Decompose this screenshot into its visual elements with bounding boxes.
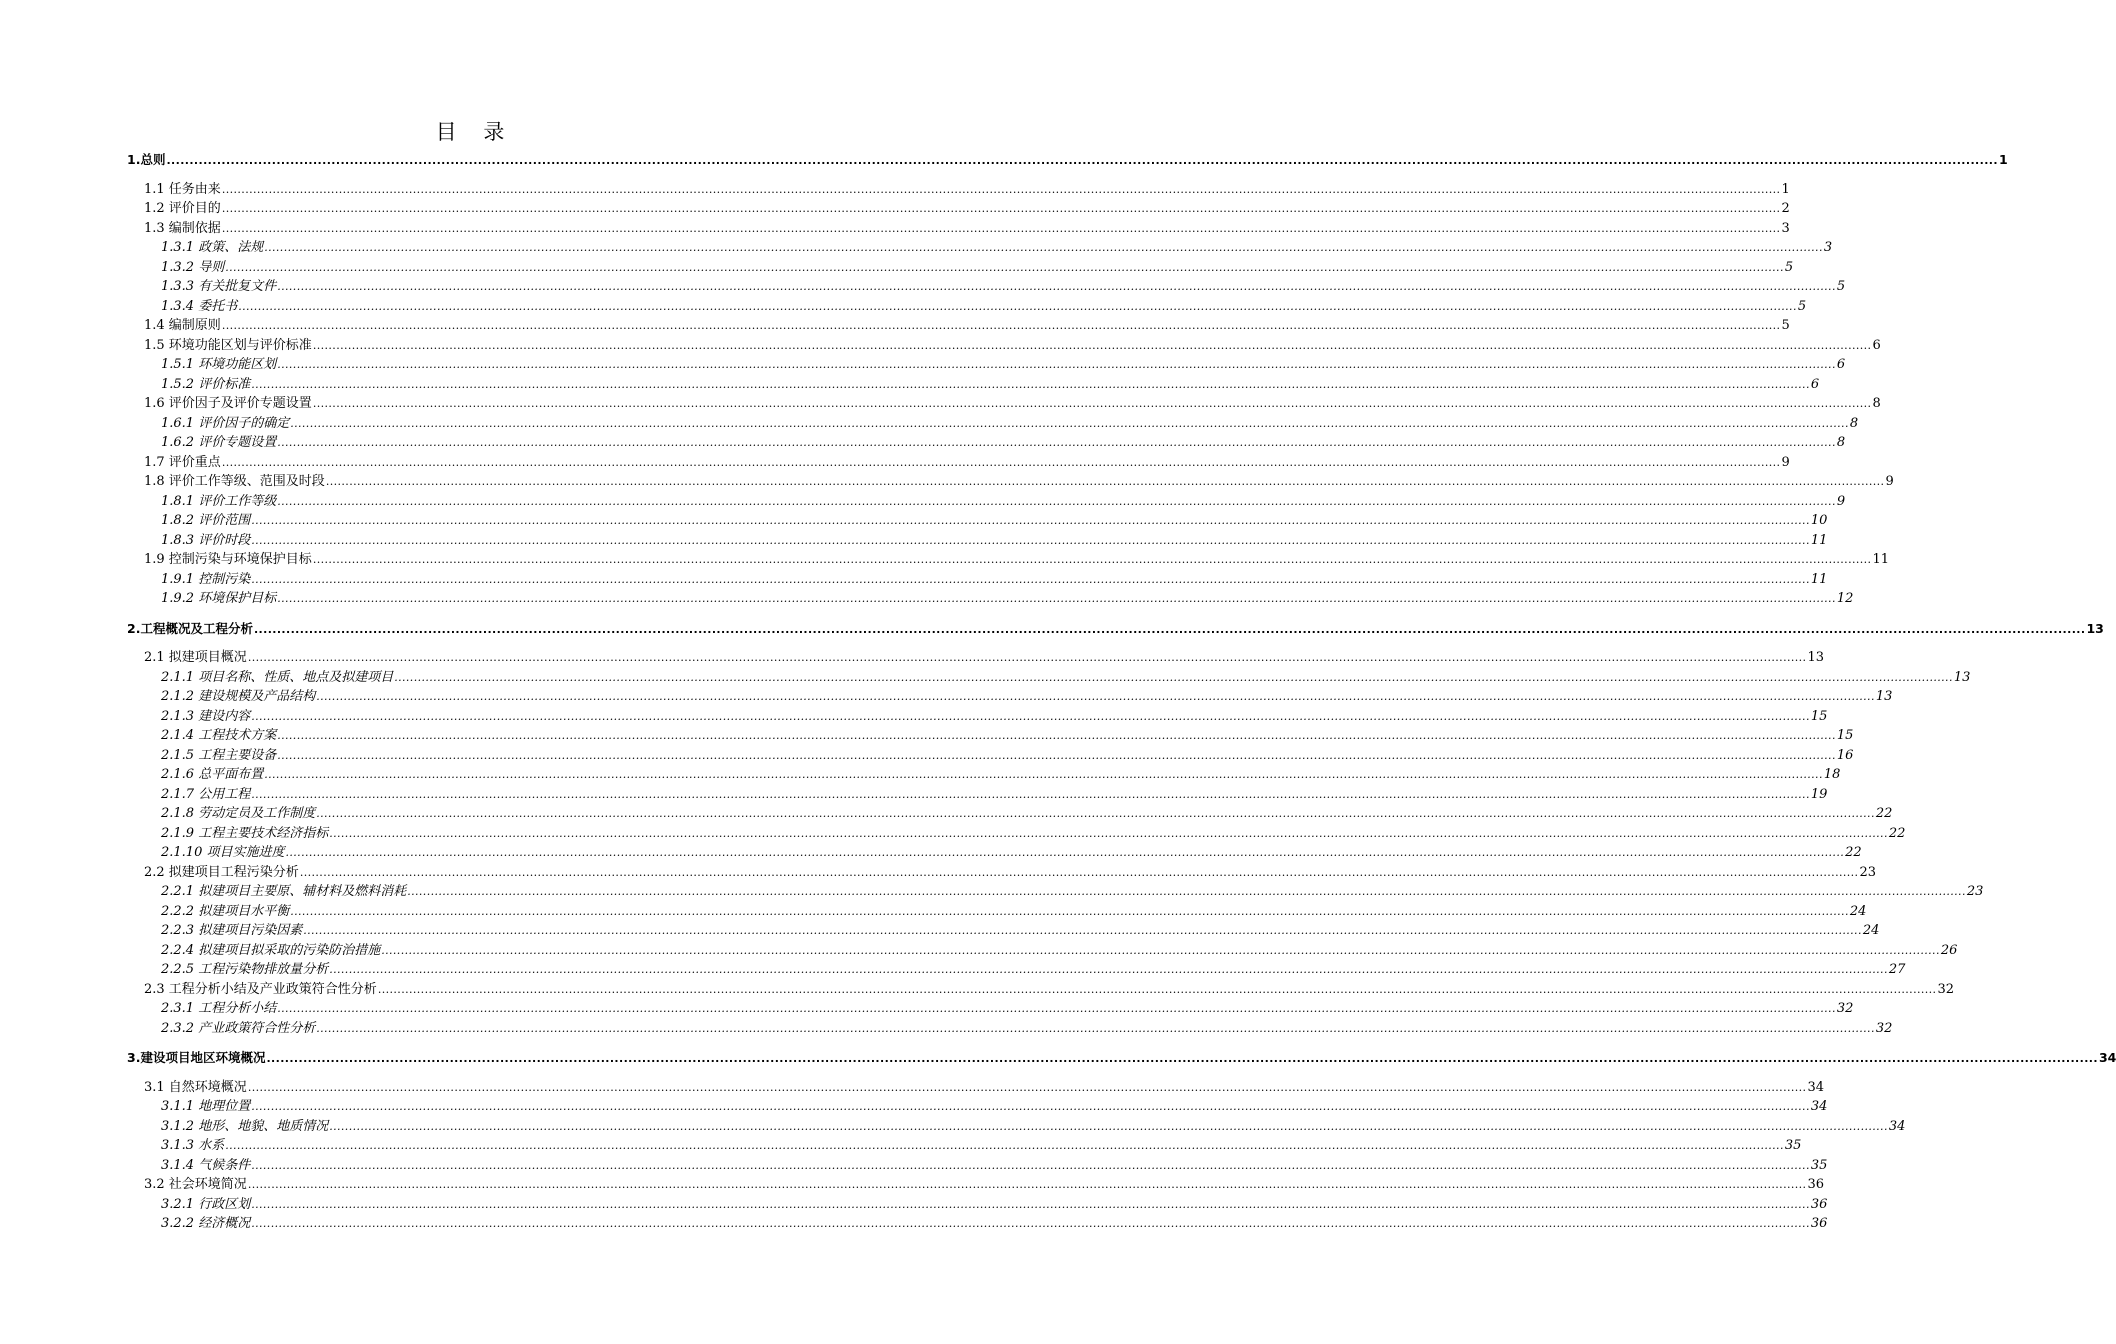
toc-entry-label: 1.总则 xyxy=(127,152,166,167)
toc-page-number: 34 xyxy=(2098,1050,2116,1065)
toc-subsection-entry[interactable] xyxy=(161,999,1854,1019)
toc-entry-label: 1.6.2 评价专题设置 xyxy=(161,435,277,450)
toc-leader-dots: ................................................................................................................................................................................................................................................................................................................................................................................................................ xyxy=(251,1158,1810,1172)
toc-page-number: 6 xyxy=(1810,376,1820,392)
toc-entry-label: 2.2.2 拟建项目水平衡 xyxy=(161,903,290,919)
toc-section-entry[interactable] xyxy=(144,453,1790,473)
toc-page-number: 1 xyxy=(1781,181,1790,197)
toc-leader-dots: ................................................................................................................................................................................................................................................................................................................................................................................................................ xyxy=(312,338,1872,352)
toc-page-number: 10 xyxy=(1810,513,1828,528)
toc-leader-dots: ................................................................................................................................................................................................................................................................................................................................................................................................................ xyxy=(329,1119,1888,1133)
toc-page-number: 5 xyxy=(1797,298,1807,314)
toc-subsection-entry[interactable] xyxy=(161,902,1867,922)
toc-subsection-entry[interactable] xyxy=(161,1117,1906,1137)
toc-entry-label: 2.1.3 建设内容 xyxy=(161,708,251,724)
toc-leader-dots: ................................................................................................................................................................................................................................................................................................................................................................................................................ xyxy=(253,622,2086,636)
toc-entry-label: 1.6.1 评价因子的确定 xyxy=(161,415,290,431)
toc-leader-dots: ................................................................................................................................................................................................................................................................................................................................................................................................................ xyxy=(225,1139,1784,1152)
toc-entry-label: 2.2.3 拟建项目污染因素 xyxy=(161,923,303,938)
toc-page-number: 34 xyxy=(1807,1079,1824,1095)
toc-leader-dots: ................................................................................................................................................................................................................................................................................................................................................................................................................ xyxy=(251,514,1810,527)
toc-page-number: 8 xyxy=(1849,415,1859,431)
toc-subsection-entry[interactable] xyxy=(161,1097,1828,1117)
toc-leader-dots: ................................................................................................................................................................................................................................................................................................................................................................................................................ xyxy=(247,1080,1807,1094)
toc-entry-label: 1.3.2 导则 xyxy=(161,259,225,275)
toc-page-number: 15 xyxy=(1810,708,1828,724)
toc-subsection-entry[interactable] xyxy=(161,492,1846,512)
toc-leader-dots: ................................................................................................................................................................................................................................................................................................................................................................................................................ xyxy=(247,651,1807,664)
toc-leader-dots: ................................................................................................................................................................................................................................................................................................................................................................................................................ xyxy=(312,397,1872,410)
toc-section-entry[interactable] xyxy=(144,863,1876,883)
toc-entry-label: 1.5 环境功能区划与评价标准 xyxy=(144,337,312,353)
toc-entry-label: 1.3.1 政策、法规 xyxy=(161,240,264,255)
toc-section-entry[interactable] xyxy=(144,472,1894,492)
toc-page-number: 9 xyxy=(1781,454,1790,470)
toc-leader-dots: ................................................................................................................................................................................................................................................................................................................................................................................................................ xyxy=(277,592,1836,605)
toc-leader-dots: ................................................................................................................................................................................................................................................................................................................................................................................................................ xyxy=(251,377,1810,391)
toc-page-number: 22 xyxy=(1888,825,1906,841)
toc-page-number: 34 xyxy=(1810,1099,1828,1114)
toc-leader-dots: ................................................................................................................................................................................................................................................................................................................................................................................................................ xyxy=(225,260,1784,274)
toc-page-number: 34 xyxy=(1888,1118,1906,1134)
toc-subsection-entry[interactable] xyxy=(161,297,1807,317)
toc-entry-label: 2.2.5 工程污染物排放量分析 xyxy=(161,962,329,977)
toc-section-entry[interactable] xyxy=(144,1175,1824,1195)
toc-entry-label: 1.5.2 评价标准 xyxy=(161,376,251,392)
toc-entry-label: 1.1 任务由来 xyxy=(144,181,221,197)
toc-leader-dots: ................................................................................................................................................................................................................................................................................................................................................................................................................ xyxy=(303,924,1862,937)
toc-leader-dots: ................................................................................................................................................................................................................................................................................................................................................................................................................ xyxy=(277,494,1836,508)
toc-subsection-entry[interactable] xyxy=(161,277,1846,297)
toc-page-number: 32 xyxy=(1875,1020,1893,1036)
toc-subsection-entry[interactable] xyxy=(161,433,1846,453)
toc-leader-dots: ................................................................................................................................................................................................................................................................................................................................................................................................................ xyxy=(251,1197,1810,1211)
toc-page-number: 32 xyxy=(1836,1001,1854,1016)
toc-subsection-entry[interactable] xyxy=(161,1019,1893,1039)
toc-entry-label: 3.建设项目地区环境概况 xyxy=(127,1050,266,1065)
toc-leader-dots: ................................................................................................................................................................................................................................................................................................................................................................................................................ xyxy=(238,299,1797,313)
toc-leader-dots: ................................................................................................................................................................................................................................................................................................................................................................................................................ xyxy=(394,670,1953,684)
toc-section-entry[interactable] xyxy=(144,394,1881,414)
toc-page-number: 9 xyxy=(1885,474,1894,489)
toc-entry-label: 1.7 评价重点 xyxy=(144,454,221,470)
toc-entry-label: 3.1.2 地形、地貌、地质情况 xyxy=(161,1118,329,1134)
toc-section-entry[interactable] xyxy=(144,180,1790,200)
toc-subsection-entry[interactable] xyxy=(161,746,1854,766)
toc-entry-label: 2.2.4 拟建项目拟采取的污染防治措施 xyxy=(161,942,381,958)
toc-leader-dots: ................................................................................................................................................................................................................................................................................................................................................................................................................ xyxy=(277,436,1836,449)
toc-entry-label: 1.3.3 有关批复文件 xyxy=(161,279,277,294)
toc-leader-dots: ................................................................................................................................................................................................................................................................................................................................................................................................................ xyxy=(290,904,1849,918)
toc-page-number: 13 xyxy=(1807,650,1824,665)
toc-page-number: 36 xyxy=(1810,1196,1828,1212)
toc-leader-dots: ................................................................................................................................................................................................................................................................................................................................................................................................................ xyxy=(325,475,1885,488)
toc-leader-dots: ................................................................................................................................................................................................................................................................................................................................................................................................................ xyxy=(381,943,1940,957)
toc-entry-label: 2.2 拟建项目工程污染分析 xyxy=(144,864,299,880)
toc-subsection-entry[interactable] xyxy=(161,531,1828,551)
toc-subsection-entry[interactable] xyxy=(161,687,1893,707)
toc-entry-label: 1.5.1 环境功能区划 xyxy=(161,357,277,372)
toc-page-number: 18 xyxy=(1823,767,1841,782)
toc-subsection-entry[interactable] xyxy=(161,921,1880,941)
toc-section-entry[interactable] xyxy=(144,1078,1824,1098)
toc-leader-dots: ................................................................................................................................................................................................................................................................................................................................................................................................................ xyxy=(221,221,1781,235)
toc-entry-label: 3.1 自然环境概况 xyxy=(144,1079,247,1095)
toc-leader-dots: ................................................................................................................................................................................................................................................................................................................................................................................................................ xyxy=(277,748,1836,762)
toc-entry-label: 1.3 编制依据 xyxy=(144,220,221,236)
toc-page-number: 3 xyxy=(1781,220,1790,236)
toc-entry-label: 2.1.5 工程主要设备 xyxy=(161,747,277,763)
toc-entry-label: 3.2 社会环境简况 xyxy=(144,1177,247,1192)
toc-leader-dots: ................................................................................................................................................................................................................................................................................................................................................................................................................ xyxy=(251,1217,1810,1230)
toc-page-number: 24 xyxy=(1849,903,1867,919)
toc-page-number: 36 xyxy=(1810,1216,1828,1231)
toc-section-entry[interactable] xyxy=(144,219,1790,239)
toc-leader-dots: ................................................................................................................................................................................................................................................................................................................................................................................................................ xyxy=(377,982,1937,996)
toc-page-number: 2 xyxy=(1781,201,1790,216)
toc-entry-label: 3.2.1 行政区划 xyxy=(161,1196,251,1212)
toc-page-number: 22 xyxy=(1875,806,1893,821)
toc-section-entry[interactable] xyxy=(144,980,1954,1000)
toc-subsection-entry[interactable] xyxy=(161,570,1828,590)
toc-leader-dots: ................................................................................................................................................................................................................................................................................................................................................................................................................ xyxy=(285,846,1845,859)
toc-leader-dots: ................................................................................................................................................................................................................................................................................................................................................................................................................ xyxy=(299,865,1859,879)
toc-entry-label: 3.1.1 地理位置 xyxy=(161,1099,251,1114)
toc-leader-dots: ................................................................................................................................................................................................................................................................................................................................................................................................................ xyxy=(264,768,1823,781)
toc-section-entry[interactable] xyxy=(144,648,1824,668)
toc-leader-dots: ................................................................................................................................................................................................................................................................................................................................................................................................................ xyxy=(277,280,1836,293)
toc-page-number: 23 xyxy=(1966,884,1984,899)
toc-leader-dots: ................................................................................................................................................................................................................................................................................................................................................................................................................ xyxy=(277,358,1836,371)
toc-page-number: 11 xyxy=(1810,571,1828,587)
toc-entry-label: 2.1.8 劳动定员及工作制度 xyxy=(161,806,316,821)
toc-page-number: 26 xyxy=(1940,942,1958,958)
toc-leader-dots: ................................................................................................................................................................................................................................................................................................................................................................................................................ xyxy=(247,1178,1807,1191)
toc-page-number: 12 xyxy=(1836,591,1854,606)
toc-leader-dots: ................................................................................................................................................................................................................................................................................................................................................................................................................ xyxy=(329,963,1888,976)
toc-page-number: 8 xyxy=(1836,435,1846,450)
toc-page-number: 8 xyxy=(1872,396,1881,411)
toc-leader-dots: ................................................................................................................................................................................................................................................................................................................................................................................................................ xyxy=(221,455,1781,469)
toc-entry-label: 1.8.2 评价范围 xyxy=(161,513,251,528)
toc-subsection-entry[interactable] xyxy=(161,941,1958,961)
toc-subsection-entry[interactable] xyxy=(161,375,1820,395)
toc-subsection-entry[interactable] xyxy=(161,960,1906,980)
toc-subsection-entry[interactable] xyxy=(161,258,1794,278)
toc-entry-label: 1.9 控制污染与环境保护目标 xyxy=(144,552,312,567)
toc-entry-label: 2.1.6 总平面布置 xyxy=(161,767,264,782)
toc-page-number: 13 xyxy=(2086,620,2104,636)
toc-subsection-entry[interactable] xyxy=(161,882,1984,902)
toc-subsection-entry[interactable] xyxy=(161,843,1862,863)
toc-entry-label: 1.2 评价目的 xyxy=(144,201,221,216)
toc-entry-label: 2.工程概况及工程分析 xyxy=(127,620,253,636)
toc-page-number: 22 xyxy=(1845,845,1862,860)
toc-entry-label: 1.3.4 委托书 xyxy=(161,298,238,314)
toc-subsection-entry[interactable] xyxy=(161,355,1846,375)
toc-section-entry[interactable] xyxy=(144,199,1790,219)
toc-leader-dots: ................................................................................................................................................................................................................................................................................................................................................................................................................ xyxy=(251,1100,1810,1113)
toc-subsection-entry[interactable] xyxy=(161,765,1841,785)
toc-page-number: 5 xyxy=(1784,259,1794,275)
toc-subsection-entry[interactable] xyxy=(161,707,1828,727)
toc-page-number: 32 xyxy=(1937,981,1954,997)
toc-subsection-entry[interactable] xyxy=(161,824,1906,844)
toc-page-number: 6 xyxy=(1872,337,1881,353)
toc-entry-label: 2.1 拟建项目概况 xyxy=(144,650,247,665)
toc-entry-label: 2.3.2 产业政策符合性分析 xyxy=(161,1020,316,1036)
toc-entry-label: 2.3 工程分析小结及产业政策符合性分析 xyxy=(144,981,377,997)
toc-entry-label: 2.1.10 项目实施进度 xyxy=(161,845,285,860)
toc-page-number: 23 xyxy=(1859,864,1876,880)
toc-page-number: 35 xyxy=(1810,1157,1828,1173)
toc-leader-dots: ................................................................................................................................................................................................................................................................................................................................................................................................................ xyxy=(277,1002,1836,1015)
toc-entry-label: 1.8.3 评价时段 xyxy=(161,532,251,548)
toc-entry-label: 2.2.1 拟建项目主要原、辅材料及燃料消耗 xyxy=(161,884,407,899)
toc-subsection-entry[interactable] xyxy=(161,668,1971,688)
toc-page-number: 27 xyxy=(1888,962,1906,977)
toc-entry-label: 2.3.1 工程分析小结 xyxy=(161,1001,277,1016)
toc-leader-dots: ................................................................................................................................................................................................................................................................................................................................................................................................................ xyxy=(316,807,1875,820)
toc-page-number: 13 xyxy=(1875,689,1893,704)
toc-subsection-entry[interactable] xyxy=(161,1156,1828,1176)
toc-leader-dots: ................................................................................................................................................................................................................................................................................................................................................................................................................ xyxy=(251,533,1810,547)
toc-page-number: 19 xyxy=(1810,786,1828,802)
toc-leader-dots: ................................................................................................................................................................................................................................................................................................................................................................................................................ xyxy=(166,154,1998,167)
toc-subsection-entry[interactable] xyxy=(161,511,1828,531)
toc-leader-dots: ................................................................................................................................................................................................................................................................................................................................................................................................................ xyxy=(221,319,1781,332)
toc-leader-dots: ................................................................................................................................................................................................................................................................................................................................................................................................................ xyxy=(251,787,1810,801)
toc-subsection-entry[interactable] xyxy=(161,1214,1828,1234)
toc-leader-dots: ................................................................................................................................................................................................................................................................................................................................................................................................................ xyxy=(312,553,1872,566)
toc-leader-dots: ................................................................................................................................................................................................................................................................................................................................................................................................................ xyxy=(221,202,1781,215)
toc-chapter-entry[interactable] xyxy=(127,150,2008,170)
toc-entry-label: 1.9.1 控制污染 xyxy=(161,571,251,587)
toc-page-number: 5 xyxy=(1836,279,1846,294)
toc-chapter-entry[interactable] xyxy=(127,1048,2116,1068)
toc-leader-dots: ................................................................................................................................................................................................................................................................................................................................................................................................................ xyxy=(290,416,1849,430)
toc-page-number: 11 xyxy=(1810,532,1828,548)
toc-entry-label: 3.1.4 气候条件 xyxy=(161,1157,251,1173)
toc-subsection-entry[interactable] xyxy=(161,589,1854,609)
toc-subsection-entry[interactable] xyxy=(161,414,1859,434)
toc-leader-dots: ................................................................................................................................................................................................................................................................................................................................................................................................................ xyxy=(407,885,1966,898)
toc-page-number: 3 xyxy=(1823,240,1833,255)
toc-subsection-entry[interactable] xyxy=(161,726,1854,746)
toc-subsection-entry[interactable] xyxy=(161,238,1833,258)
toc-entry-label: 2.1.4 工程技术方案 xyxy=(161,728,277,743)
toc-entry-label: 3.2.2 经济概况 xyxy=(161,1216,251,1231)
toc-entry-label: 1.6 评价因子及评价专题设置 xyxy=(144,396,312,411)
toc-page-number: 16 xyxy=(1836,747,1854,763)
toc-chapter-entry[interactable] xyxy=(127,619,2104,639)
toc-entry-label: 3.1.3 水系 xyxy=(161,1138,225,1153)
toc-entry-label: 2.1.7 公用工程 xyxy=(161,786,251,802)
toc-leader-dots: ................................................................................................................................................................................................................................................................................................................................................................................................................ xyxy=(277,729,1836,742)
toc-page-number: 11 xyxy=(1872,552,1889,567)
toc-entry-label: 1.4 编制原则 xyxy=(144,318,221,333)
toc-leader-dots: ................................................................................................................................................................................................................................................................................................................................................................................................................ xyxy=(266,1052,2098,1065)
toc-entry-label: 2.1.1 项目名称、性质、地点及拟建项目 xyxy=(161,669,394,685)
toc-page-number: 6 xyxy=(1836,357,1846,372)
page-title: 目 录 xyxy=(435,120,515,144)
toc-page-number: 36 xyxy=(1807,1177,1824,1192)
toc-leader-dots: ................................................................................................................................................................................................................................................................................................................................................................................................................ xyxy=(221,182,1781,196)
toc-page-number: 24 xyxy=(1862,923,1880,938)
toc-entry-label: 2.1.2 建设规模及产品结构 xyxy=(161,689,316,704)
toc-page-number: 9 xyxy=(1836,493,1846,509)
toc-page-number: 13 xyxy=(1953,669,1971,685)
toc-subsection-entry[interactable] xyxy=(161,785,1828,805)
toc-leader-dots: ................................................................................................................................................................................................................................................................................................................................................................................................................ xyxy=(251,572,1810,586)
toc-section-entry[interactable] xyxy=(144,550,1889,570)
toc-leader-dots: ................................................................................................................................................................................................................................................................................................................................................................................................................ xyxy=(329,826,1888,840)
toc-subsection-entry[interactable] xyxy=(161,1136,1802,1156)
toc-page-number: 35 xyxy=(1784,1138,1802,1153)
toc-leader-dots: ................................................................................................................................................................................................................................................................................................................................................................................................................ xyxy=(316,690,1875,703)
toc-entry-label: 1.8.1 评价工作等级 xyxy=(161,493,277,509)
toc-section-entry[interactable] xyxy=(144,316,1790,336)
toc-leader-dots: ................................................................................................................................................................................................................................................................................................................................................................................................................ xyxy=(251,709,1810,723)
toc-page-number: 5 xyxy=(1781,318,1790,333)
toc-subsection-entry[interactable] xyxy=(161,1195,1828,1215)
toc-page-number: 1 xyxy=(1998,152,2008,167)
toc-leader-dots: ................................................................................................................................................................................................................................................................................................................................................................................................................ xyxy=(316,1021,1875,1035)
toc-page-number: 15 xyxy=(1836,728,1854,743)
toc-section-entry[interactable] xyxy=(144,336,1881,356)
toc-entry-label: 1.8 评价工作等级、范围及时段 xyxy=(144,474,325,489)
toc-leader-dots: ................................................................................................................................................................................................................................................................................................................................................................................................................ xyxy=(264,241,1823,254)
toc-entry-label: 2.1.9 工程主要技术经济指标 xyxy=(161,825,329,841)
toc-entry-label: 1.9.2 环境保护目标 xyxy=(161,591,277,606)
toc-subsection-entry[interactable] xyxy=(161,804,1893,824)
